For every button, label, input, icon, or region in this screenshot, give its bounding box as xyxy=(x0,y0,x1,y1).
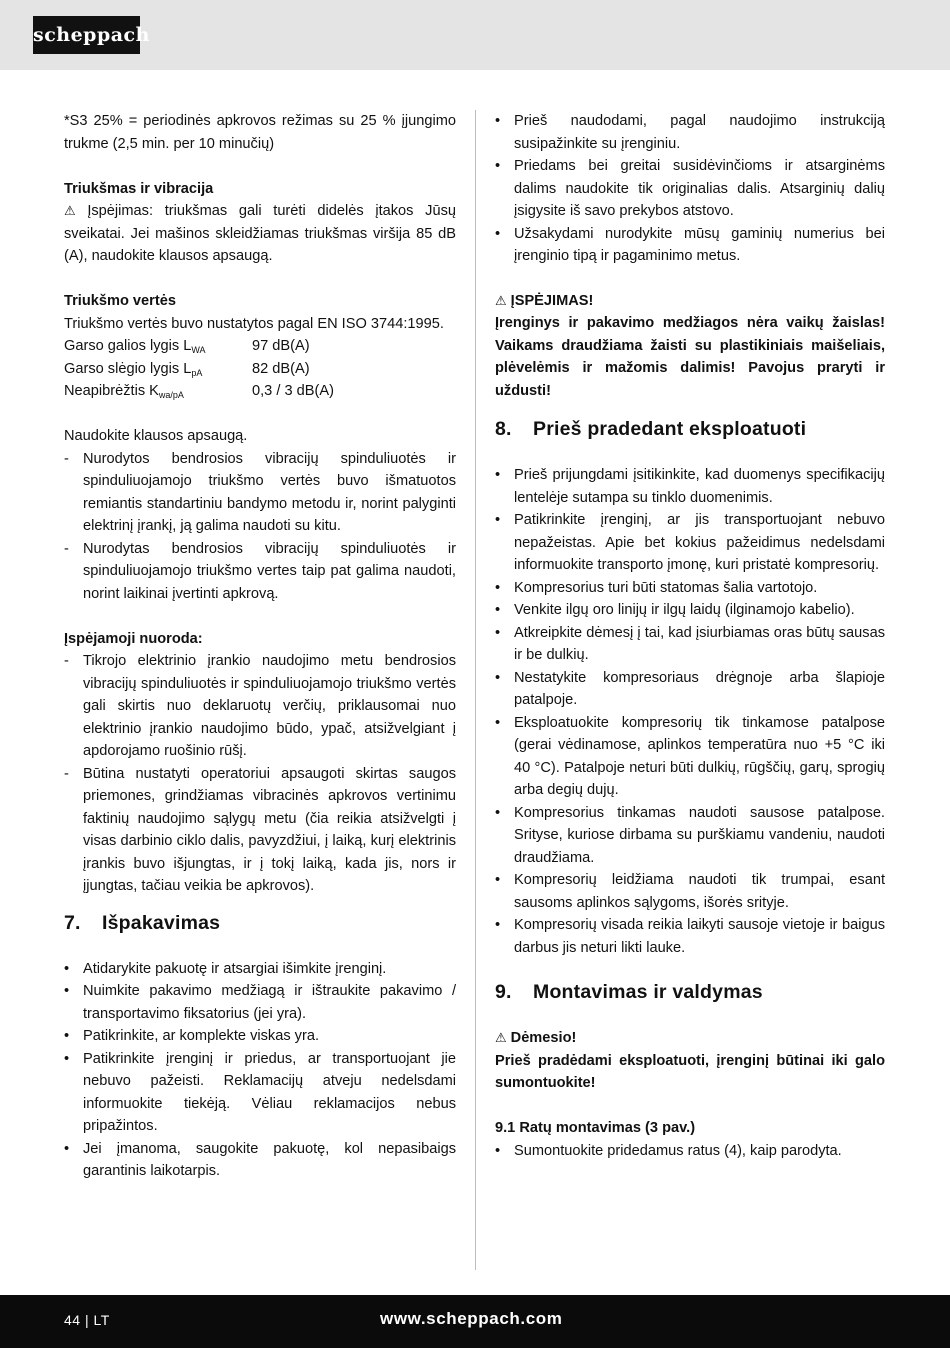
attention-heading xyxy=(495,1027,885,1050)
section-8-heading xyxy=(495,416,885,442)
section-number: 8. xyxy=(495,418,512,440)
warning-heading-text: ĮSPĖJIMAS! xyxy=(510,292,594,309)
wheel-assembly-list xyxy=(495,1140,885,1163)
hearing-protection-note: Naudokite klausos apsaugą. xyxy=(64,428,248,444)
noise-vibration-heading: Triukšmas ir vibracija xyxy=(64,180,214,197)
section-title: Montavimas ir valdymas xyxy=(533,981,763,1003)
website-link[interactable]: www.scheppach.com xyxy=(380,1309,563,1328)
section-9-heading xyxy=(495,979,885,1005)
list-item: • Eksploatuokite kompresorių tik tinkamose patalpose (gerai vėdinamose, aplinkos temperatūra nuo +5 °C iki 40 °C). Patalpoje neturi būti dulkių, rūgščių, garų, sprogių arba degių dujų. xyxy=(495,712,885,802)
section-7-heading xyxy=(64,910,456,936)
value-subscript: wa/pA xyxy=(158,390,184,400)
attention-heading-text: Dėmesio! xyxy=(510,1030,577,1046)
list-item: • Prieš prijungdami įsitikinkite, kad duomenys specifikacijų lentelėje sutampa su tinklo duomenimis. xyxy=(495,464,885,509)
table-row xyxy=(64,380,334,403)
list-item: • Prieš naudodami, pagal naudojimo instrukciją susipažinkite su įrenginiu. xyxy=(495,110,885,155)
child-safety-warning: Įrenginys ir pakavimo medžiagos nėra vaikų žaislas! Vaikams draudžiama žaisti su plastikiniais maišeliais, plėvelėmis ir mažomis dalimis! Pavojus praryti ir uždusti! xyxy=(495,315,885,399)
list-item: • Kompresorius tinkamas naudoti sausose patalpose. Srityse, kuriose dirbama su purškiamu vandeniu, naudoti draudžiama. xyxy=(495,802,885,870)
value-subscript: pA xyxy=(191,367,203,378)
subsection-9-1-heading: 9.1 Ratų montavimas (3 pav.) xyxy=(495,1120,696,1136)
list-item: • Venkite ilgų oro linijų ir ilgų laidų (ilginamojo kabelio). xyxy=(495,599,885,622)
list-item: • Jei įmanoma, saugokite pakuotę, kol nepasibaigs garantinis laikotarpis. xyxy=(64,1138,456,1183)
list-item: - Nurodytos bendrosios vibracijų spinduliuotės ir spinduliuojamojo triukšmo vertės buvo išmatuotos remiantis standartiniu bandymo metodu ir, norint palyginti elektrinį įrankį, ją galima naudoti su kitu. xyxy=(64,448,456,538)
value-number: 82 dB(A) xyxy=(252,360,310,377)
list-item: • Patikrinkite įrenginį ir priedus, ar transportuojant jie nebuvo pažeisti. Reklamacijų atveju nedelsdami informuokite tiekėją. Vėliau reklamacijos nebus pripažintos. xyxy=(64,1048,456,1138)
list-item: • Užsakydami nurodykite mūsų gaminių numerius bei įrenginio tipą ir pagaminimo metus. xyxy=(495,223,885,268)
list-item: • Priedams bei greitai susidėvinčioms ir atsarginėms dalims naudokite tik originalias dalis. Atsarginių dalių įsigysite iš savo prekybos atstovo. xyxy=(495,155,885,223)
warning-icon: ⚠ xyxy=(495,292,507,308)
warning-heading xyxy=(495,290,885,313)
noise-notes-list xyxy=(64,448,456,606)
table-row xyxy=(64,335,334,358)
section-title: Prieš pradedant eksploatuoti xyxy=(533,418,807,440)
list-item: - Nurodytas bendrosios vibracijų spinduliuotės ir spinduliuojamojo triukšmo vertes taip pat galima naudoti, norint laikinai įvertinti apkrovą. xyxy=(64,538,456,606)
scheppach-logo: scheppach xyxy=(33,16,140,54)
list-item: - Tikrojo elektrinio įrankio naudojimo metu bendrosios vibracijų spinduliuotės ir spinduliuojamojo triukšmo vertės gali skirtis nuo deklaruotų verčių, priklausomai nuo elektrinio įrankio naudojimo būdo, ypač, atsižvelgiant į apdorojamo ruošinio rūšį. xyxy=(64,650,456,763)
value-subscript: WA xyxy=(191,345,206,355)
intro-list xyxy=(495,110,885,268)
right-column xyxy=(495,110,885,1162)
unpacking-list xyxy=(64,958,456,1183)
page-number: 44 | LT xyxy=(64,1312,110,1328)
value-label: Garso slėgio lygis L xyxy=(64,360,192,377)
page-footer xyxy=(0,1295,950,1348)
list-item: • Nestatykite kompresoriaus drėgnoje arba šlapioje patalpoje. xyxy=(495,667,885,712)
before-start-list xyxy=(495,464,885,959)
list-item: • Atkreipkite dėmesį į tai, kad įsiurbiamas oras būtų sausas ir be dulkių. xyxy=(495,622,885,667)
caution-heading: Įspėjamoji nuoroda: xyxy=(64,630,203,647)
value-label: Garso galios lygis L xyxy=(64,338,192,354)
list-item: • Atidarykite pakuotę ir atsargiai išimkite įrenginį. xyxy=(64,958,456,981)
noise-values-table xyxy=(64,335,334,403)
table-row xyxy=(64,358,334,381)
list-item: • Patikrinkite, ar komplekte viskas yra. xyxy=(64,1025,456,1048)
section-number: 7. xyxy=(64,911,81,934)
s3-note: *S3 25% = periodinės apkrovos režimas su 25 % įjungimo trukme (2,5 min. per 10 minučių) xyxy=(64,113,456,152)
list-item: • Kompresorių visada reikia laikyti sausoje vietoje ir baigus darbus jis neturi likti lauke. xyxy=(495,914,885,959)
warning-icon: ⚠ xyxy=(64,203,84,218)
list-item: • Sumontuokite pridedamus ratus (4), kaip parodyta. xyxy=(495,1140,885,1163)
caution-list xyxy=(64,650,456,898)
list-item: • Kompresorių leidžiama naudoti tik trumpai, esant sausoms aplinkos sąlygoms, išorės srityje. xyxy=(495,869,885,914)
page-header xyxy=(0,0,950,70)
section-title: Išpakavimas xyxy=(102,911,221,934)
list-item: • Patikrinkite įrenginį, ar jis transportuojant nebuvo nepažeistas. Apie bet kokius pažeidimus nedelsdami informuokite transporto įmonę, kuri pristatė kompresorių. xyxy=(495,509,885,577)
section-number: 9. xyxy=(495,981,512,1003)
noise-values-intro: Triukšmo vertės buvo nustatytos pagal EN ISO 3744:1995. xyxy=(64,315,444,332)
value-number: 97 dB(A) xyxy=(252,338,310,354)
assembly-attention-text: Prieš pradėdami eksploatuoti, įrenginį būtinai iki galo sumontuokite! xyxy=(495,1052,885,1091)
noise-values-heading: Triukšmo vertės xyxy=(64,293,176,309)
list-item: • Nuimkite pakavimo medžiagą ir ištraukite pakavimo / transportavimo fiksatorius (jei yra). xyxy=(64,980,456,1025)
list-item: - Būtina nustatyti operatoriui apsaugoti skirtas saugos priemones, grindžiamas vibracinės apkrovos vertinimu faktinių naudojimo sąlygų metu (čia reikia atsižvelgti į visas darbinio ciklo dalis, pavyzdžiui, į laiką, kurį elektrinis įrankis buvo išjungtas, ir į tokį laiką, kada jis, nors ir įjungtas, tačiau veikia be apkrovos). xyxy=(64,763,456,898)
warning-icon: ⚠ xyxy=(495,1030,507,1045)
left-column xyxy=(64,110,456,1183)
column-divider xyxy=(475,110,476,1270)
list-item: • Kompresorius turi būti statomas šalia vartotojo. xyxy=(495,577,885,600)
noise-warning xyxy=(64,200,456,268)
value-number: 0,3 / 3 dB(A) xyxy=(252,383,334,399)
value-label: Neapibrėžtis K xyxy=(64,383,159,399)
noise-warning-text: Įspėjimas: triukšmas gali turėti didelės įtakos Jūsų sveikatai. Jei mašinos skleidžiamas triukšmas viršija 85 dB (A), naudokite klausos apsaugą. xyxy=(64,203,456,264)
